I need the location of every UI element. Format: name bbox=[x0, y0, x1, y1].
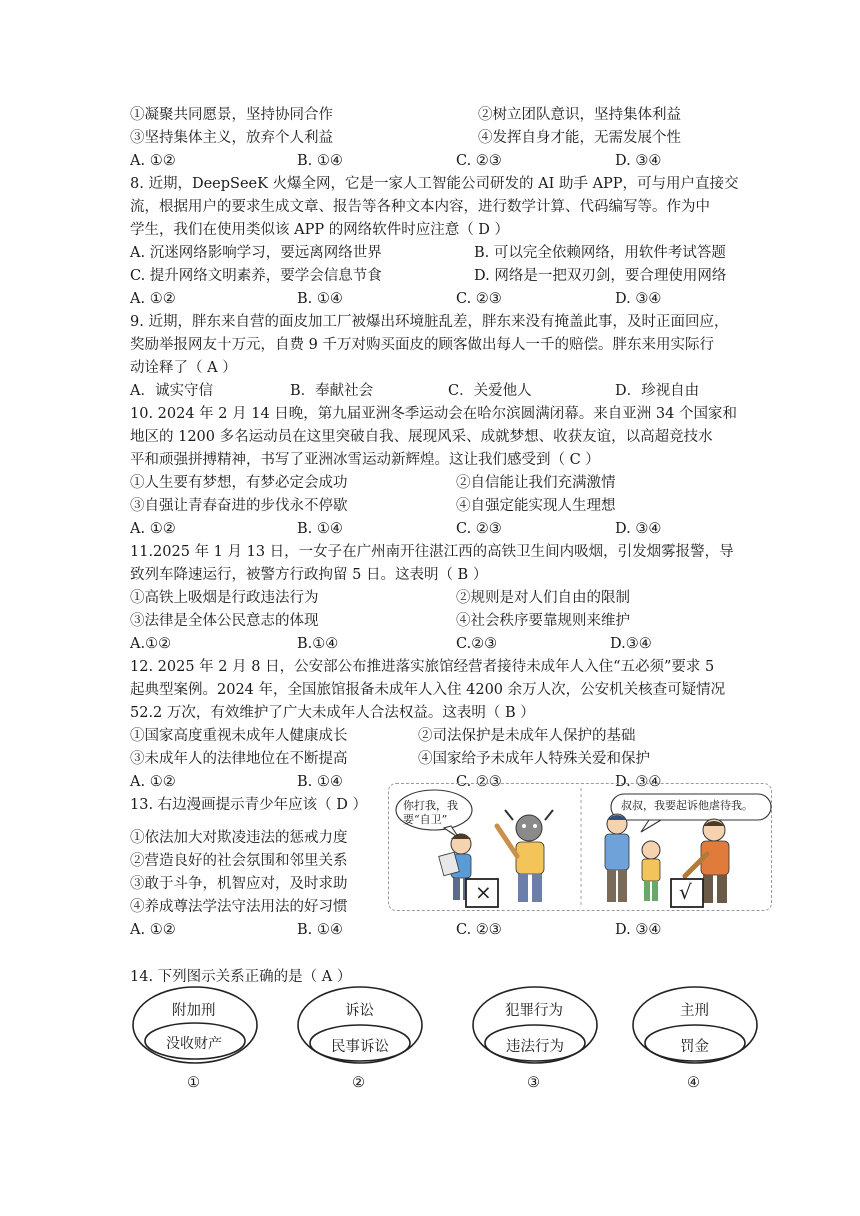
q9-choice-a: A．诚实守信 bbox=[130, 383, 213, 399]
q13-choice-b: B. ①④ bbox=[297, 922, 343, 938]
q7-choice-c: C. ②③ bbox=[456, 153, 502, 169]
q13-choice-a: A. ①② bbox=[130, 922, 176, 938]
q7-choice-b: B. ①④ bbox=[297, 153, 343, 169]
diagram-4-number: ④ bbox=[687, 1075, 700, 1091]
q9-stem-line2: 奖励举报网友十万元，自费 9 千万对购买面皮的顾客做出每人一千的赔偿。胖东来用实际行 bbox=[130, 337, 714, 353]
q8-choice-a: A. ①② bbox=[130, 291, 176, 307]
q7-option-4: ④发挥自身才能，无需发展个性 bbox=[478, 130, 681, 146]
q8-choice-c: C. ②③ bbox=[456, 291, 502, 307]
q8-option-d: D. 网络是一把双刃剑，要合理使用网络 bbox=[474, 268, 727, 284]
q12-option-3: ③未成年人的法律地位在不断提高 bbox=[130, 751, 348, 767]
comic-right-mark: √ bbox=[679, 880, 692, 904]
q9-choice-c: C．关爱他人 bbox=[448, 383, 532, 399]
q10-choice-c: C. ②③ bbox=[456, 521, 502, 537]
q8-stem-line3: 学生，我们在使用类似该 APP 的网络软件时应注意（ D ） bbox=[130, 222, 510, 238]
q13-option-3: ③敢于斗争，机智应对，及时求助 bbox=[130, 876, 348, 892]
q12-option-4: ④国家给予未成年人特殊关爱和保护 bbox=[418, 751, 650, 767]
q10-choice-b: B. ①④ bbox=[297, 521, 343, 537]
q12-stem-line3: 52.2 万次，有效维护了广大未成年人合法权益。这表明（ B ） bbox=[130, 705, 535, 721]
q7-option-3: ③坚持集体主义，放弃个人利益 bbox=[130, 130, 333, 146]
q7-option-2: ②树立团队意识，坚持集体利益 bbox=[478, 107, 681, 123]
q8-stem-line2: 流，根据用户的要求生成文章、报告等各种文本内容，进行数学计算、代码编写等。作为中 bbox=[130, 199, 710, 215]
diagram-3-number: ③ bbox=[527, 1075, 540, 1091]
diagram-2-outer-label: 诉讼 bbox=[345, 1003, 374, 1019]
q8-choice-b: B. ①④ bbox=[297, 291, 343, 307]
q8-option-a: A. 沉迷网络影响学习，要远离网络世界 bbox=[130, 245, 382, 261]
q12-option-1: ①国家高度重视未成年人健康成长 bbox=[130, 728, 348, 744]
q8-option-b: B. 可以完全依赖网络，用软件考试答题 bbox=[474, 245, 726, 261]
q13-option-1: ①依法加大对欺凌违法的惩戒力度 bbox=[130, 830, 348, 846]
q9-stem-line3: 动诠释了（ A ） bbox=[130, 360, 237, 376]
q12-choice-a: A. ①② bbox=[130, 774, 176, 790]
diagram-4-inner-label: 罚金 bbox=[680, 1039, 709, 1055]
q11-choice-b: B.①④ bbox=[297, 636, 339, 652]
comic-left-bubble-line2: 要“自卫” bbox=[403, 813, 448, 826]
q10-option-3: ③自强让青春奋进的步伐永不停歇 bbox=[130, 498, 348, 514]
diagram-2-number: ② bbox=[352, 1075, 365, 1091]
q11-option-1: ①高铁上吸烟是行政违法行为 bbox=[130, 590, 319, 606]
q12-stem-line2: 起典型案例。2024 年，全国旅馆报备未成年人入住 4200 余万人次，公安机关核查可疑情况 bbox=[130, 682, 726, 698]
diagram-1-number: ① bbox=[187, 1075, 200, 1091]
q12-option-2: ②司法保护是未成年人保护的基础 bbox=[418, 728, 636, 744]
q8-option-c: C. 提升网络文明素养，要学会信息节食 bbox=[130, 268, 382, 284]
q14-diagrams bbox=[0, 985, 860, 1105]
q7-option-1: ①凝聚共同愿景，坚持协同合作 bbox=[130, 107, 333, 123]
diagram-1-outer-label: 附加刑 bbox=[172, 1003, 216, 1019]
diagram-3-inner-label: 违法行为 bbox=[506, 1039, 564, 1055]
diagram-2-inner-label: 民事诉讼 bbox=[331, 1039, 389, 1055]
q10-option-2: ②自信能让我们充满激情 bbox=[456, 475, 616, 491]
q10-stem-line2: 地区的 1200 多名运动员在这里突破自我、展现风采、成就梦想、收获友谊，以高超竞技水 bbox=[130, 429, 713, 445]
q11-option-4: ④社会秩序要靠规则来维护 bbox=[456, 613, 630, 629]
q9-choice-b: B．奉献社会 bbox=[290, 383, 374, 399]
q11-stem-line2: 致列车降速运行，被警方行政拘留 5 日。这表明（ B ） bbox=[130, 567, 488, 583]
q13-stem: 13. 右边漫画提示青少年应该（ D ） bbox=[130, 797, 368, 813]
q11-stem-line1: 11.2025 年 1 月 13 日，一女子在广州南开往湛江西的高铁卫生间内吸烟，引发烟雾报警，导 bbox=[130, 544, 734, 560]
q10-stem-line3: 平和顽强拼搏精神，书写了亚洲冰雪运动新辉煌。这让我们感受到（ C ） bbox=[130, 452, 600, 468]
q13-comic bbox=[388, 783, 772, 911]
diagram-4-outer-label: 主刑 bbox=[680, 1003, 709, 1019]
q11-option-2: ②规则是对人们自由的限制 bbox=[456, 590, 630, 606]
q11-option-3: ③法律是全体公民意志的体现 bbox=[130, 613, 319, 629]
q10-option-4: ④自强定能实现人生理想 bbox=[456, 498, 616, 514]
q7-choice-a: A. ①② bbox=[130, 153, 176, 169]
comic-wrong-mark: × bbox=[475, 880, 492, 904]
q11-choice-d: D.③④ bbox=[610, 636, 652, 652]
comic-left-bubble-line1: 你打我，我 bbox=[403, 799, 458, 812]
diagram-1-inner-label: 没收财产 bbox=[166, 1036, 222, 1052]
q9-stem-line1: 9. 近期，胖东来自营的面皮加工厂被爆出环境脏乱差，胖东来没有掩盖此事，及时正面回应， bbox=[130, 314, 729, 330]
q11-choice-c: C.②③ bbox=[456, 636, 498, 652]
q8-stem-line1: 8. 近期，DeepSeeK 火爆全网，它是一家人工智能公司研发的 AI 助手 APP，可与用户直接交 bbox=[130, 176, 739, 192]
q13-choice-c: C. ②③ bbox=[456, 922, 502, 938]
q10-choice-d: D. ③④ bbox=[615, 521, 662, 537]
q12-stem-line1: 12. 2025 年 2 月 8 日，公安部公布推进落实旅馆经营者接待未成年人入住“五必须”要求 5 bbox=[130, 659, 715, 675]
q12-choice-d: D. ③④ bbox=[615, 774, 662, 790]
q10-choice-a: A. ①② bbox=[130, 521, 176, 537]
q13-option-2: ②营造良好的社会氛围和邻里关系 bbox=[130, 853, 348, 869]
q7-choice-d: D. ③④ bbox=[615, 153, 662, 169]
comic-right-bubble: 叔叔，我要起诉他虐待我。 bbox=[621, 799, 753, 812]
q8-choice-d: D. ③④ bbox=[615, 291, 662, 307]
q13-option-4: ④养成尊法学法守法用法的好习惯 bbox=[130, 899, 348, 915]
q11-choice-a: A.①② bbox=[130, 636, 172, 652]
q10-stem-line1: 10. 2024 年 2 月 14 日晚，第九届亚洲冬季运动会在哈尔滨圆满闭幕。来自亚洲 34 个国家和 bbox=[130, 406, 737, 422]
q9-choice-d: D．珍视自由 bbox=[615, 383, 700, 399]
q12-choice-c: C. ②③ bbox=[456, 774, 502, 790]
diagram-3-outer-label: 犯罪行为 bbox=[505, 1003, 563, 1019]
q13-choice-d: D. ③④ bbox=[615, 922, 662, 938]
q14-stem: 14. 下列图示关系正确的是（ A ） bbox=[130, 969, 352, 985]
q10-option-1: ①人生要有梦想，有梦必定会成功 bbox=[130, 475, 348, 491]
q12-choice-b: B. ①④ bbox=[297, 774, 343, 790]
